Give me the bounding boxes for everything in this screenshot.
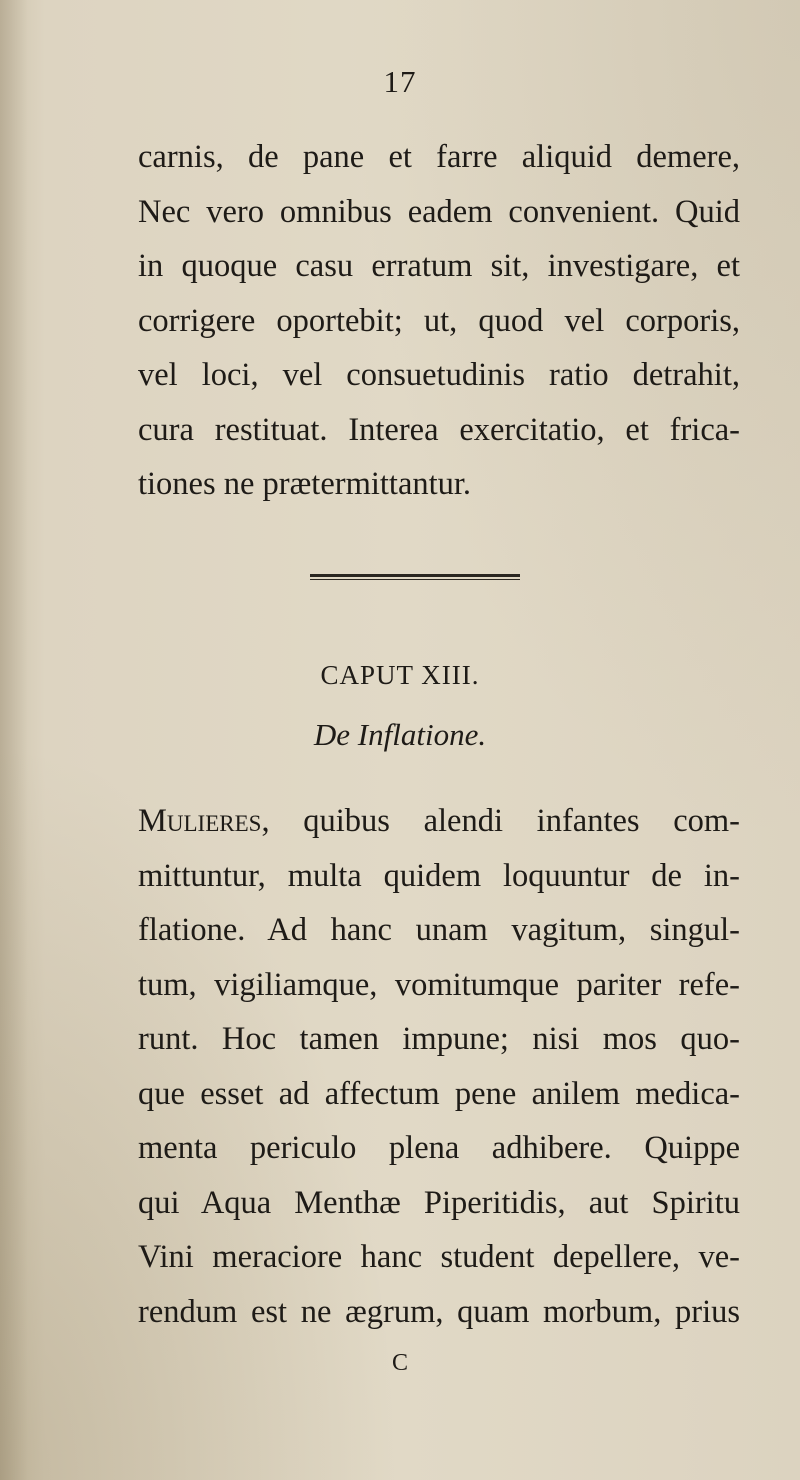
text-line: tiones ne prætermittantur. — [138, 466, 472, 502]
text-line: rendum est ne ægrum, quam morbum, prius — [138, 1293, 740, 1330]
opening-word: Mulieres, — [138, 803, 270, 839]
text-line: vel loci, vel consuetudinis ratio detrahit, — [138, 357, 740, 393]
text-line: menta periculo plena adhibere. Quippe — [138, 1130, 740, 1166]
text-line: corrigere oportebit; ut, quod vel corporis, — [138, 302, 740, 339]
text-line: Vini meraciore hanc student depellere, ve- — [138, 1239, 740, 1275]
printer-signature-mark: C — [391, 1350, 408, 1376]
text-line: qui Aqua Menthæ Piperitidis, aut Spiritu — [138, 1184, 740, 1221]
paragraph-2 — [138, 794, 740, 1339]
text-line: tum, vigiliamque, vomitumque pariter refe- — [138, 966, 740, 1003]
paragraph-1 — [138, 130, 740, 512]
text-line: cura restituat. Interea exercitatio, et frica- — [138, 411, 740, 448]
page-number: 17 — [383, 64, 417, 99]
first-line-rest: quibus alendi infantes com- — [269, 803, 740, 839]
chapter-title: De Inflatione. — [313, 717, 487, 752]
text-line: carnis, de pane et farre aliquid demere, — [138, 139, 740, 175]
section-divider-rule — [310, 574, 520, 580]
text-line: que esset ad affectum pene anilem medica- — [138, 1075, 740, 1112]
text-line: flatione. Ad hanc unam vagitum, singul- — [138, 912, 740, 948]
text-line: runt. Hoc tamen impune; nisi mos quo- — [138, 1021, 740, 1057]
text-line: Nec vero omnibus eadem convenient. Quid — [138, 193, 740, 230]
text-line: in quoque casu erratum sit, investigare, et — [138, 248, 740, 284]
text-line-first — [138, 794, 740, 849]
chapter-heading: CAPUT XIII. — [320, 660, 480, 690]
text-line: mittuntur, multa quidem loquuntur de in- — [138, 857, 740, 894]
